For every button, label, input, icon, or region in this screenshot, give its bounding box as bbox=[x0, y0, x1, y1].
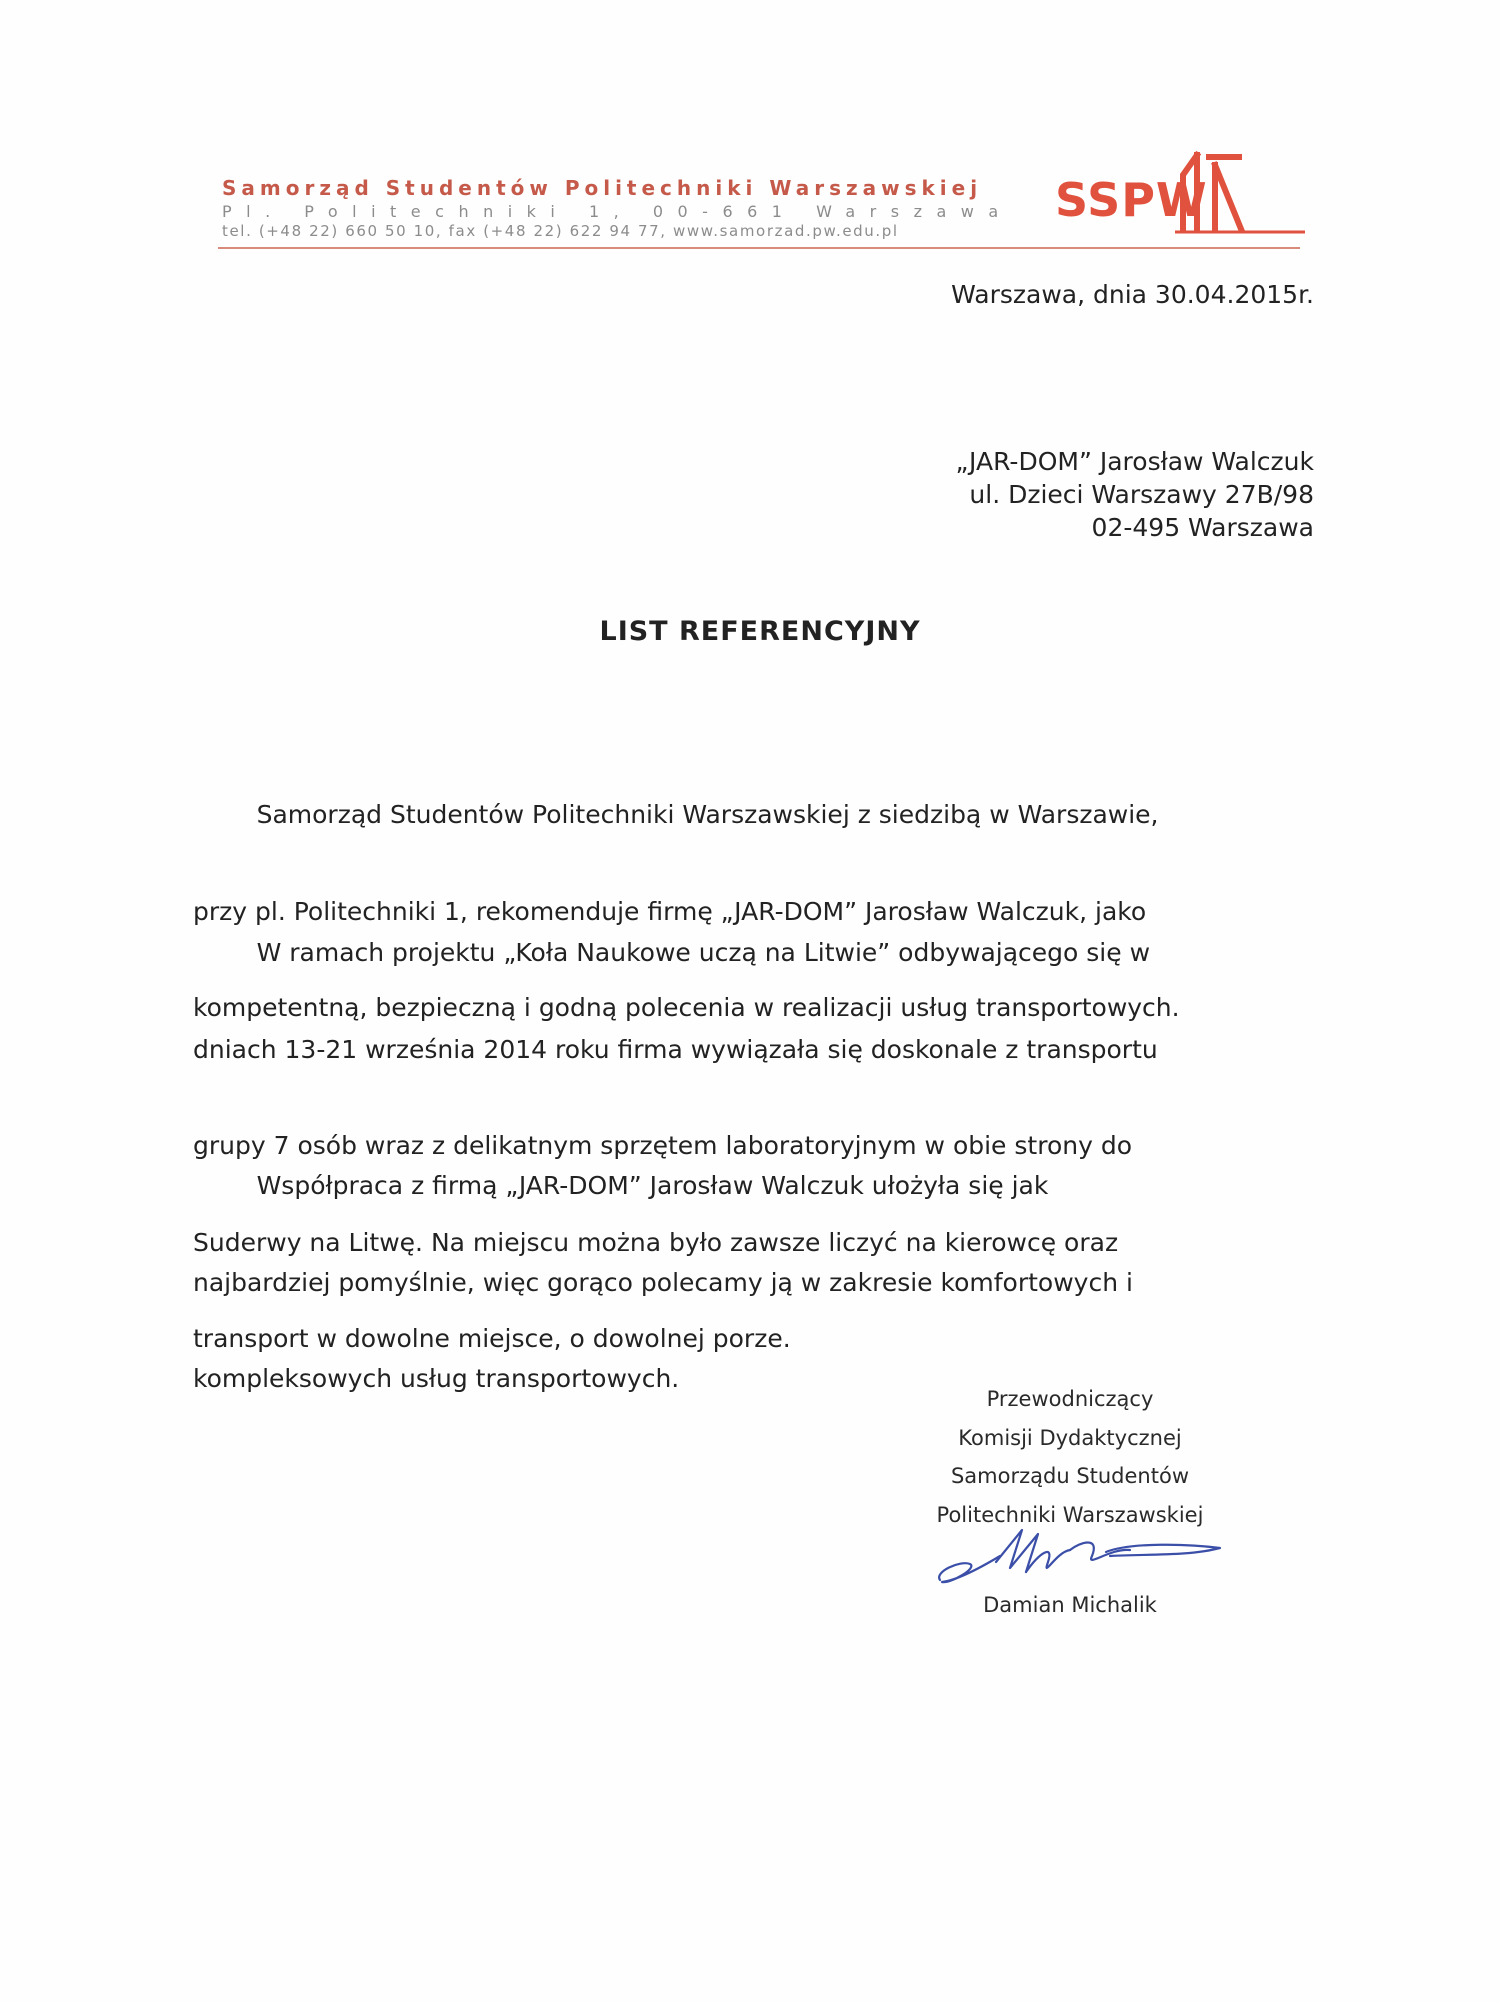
paragraph-line: kompetentną, bezpieczną i godną polecenia w realizacji usług transportowych. bbox=[193, 993, 1180, 1022]
logo-text: SSPW bbox=[1055, 173, 1208, 227]
paragraph-line: kompleksowych usług transportowych. bbox=[193, 1364, 680, 1393]
letterhead-org-name: Samorząd Studentów Politechniki Warszawskiej bbox=[222, 176, 983, 200]
signature-line: Komisji Dydaktycznej bbox=[958, 1425, 1182, 1450]
letterhead-contact: tel. (+48 22) 660 50 10, fax (+48 22) 622 94 77, www.samorzad.pw.edu.pl bbox=[222, 222, 899, 240]
signatory-name: Damian Michalik bbox=[983, 1593, 1157, 1617]
paragraph-line: dniach 13-21 września 2014 roku firma wywiązała się doskonale z transportu bbox=[193, 1034, 1158, 1064]
signature-line: Politechniki Warszawskiej bbox=[936, 1502, 1204, 1527]
date-line: Warszawa, dnia 30.04.2015r. bbox=[951, 280, 1314, 309]
paragraph-line: przy pl. Politechniki 1, rekomenduje firmę „JAR-DOM” Jarosław Walczuk, jako bbox=[193, 896, 1147, 926]
letter-title: LIST REFERENCYJNY bbox=[599, 616, 921, 647]
paragraph-line: Samorząd Studentów Politechniki Warszawskiej z siedzibą w Warszawie, bbox=[193, 800, 1159, 829]
paragraph-line: Suderwy na Litwę. Na miejscu można było zawsze liczyć na kierowcę oraz bbox=[193, 1227, 1119, 1257]
letterhead-divider bbox=[218, 247, 1300, 249]
signature-block bbox=[900, 1380, 1240, 1534]
recipient-city: 02-495 Warszawa bbox=[1091, 513, 1314, 542]
paragraph-line: transport w dowolne miejsce, o dowolnej porze. bbox=[193, 1324, 791, 1353]
paragraph-line: najbardziej pomyślnie, więc gorąco polecamy ją w zakresie komfortowych i bbox=[193, 1267, 1133, 1297]
signature-line: Przewodniczący bbox=[986, 1387, 1154, 1411]
paragraph-line: W ramach projektu „Koła Naukowe uczą na Litwie” odbywającego się w bbox=[193, 938, 1151, 967]
logo-building-icon bbox=[1175, 145, 1305, 240]
recipient-street: ul. Dzieci Warszawy 27B/98 bbox=[969, 480, 1314, 509]
letterhead-address: Pl. Politechniki 1, 00-661 Warszawa bbox=[222, 202, 1013, 221]
sspw-logo bbox=[1055, 145, 1305, 240]
paragraph-line: Współpraca z firmą „JAR-DOM” Jarosław Walczuk ułożyła się jak bbox=[193, 1171, 1049, 1200]
signature-line: Samorządu Studentów bbox=[950, 1464, 1190, 1488]
handwritten-signature bbox=[930, 1522, 1230, 1592]
recipient-name: „JAR-DOM” Jarosław Walczuk bbox=[955, 447, 1314, 476]
paragraph-line: grupy 7 osób wraz z delikatnym sprzętem laboratoryjnym w obie strony do bbox=[193, 1131, 1132, 1160]
